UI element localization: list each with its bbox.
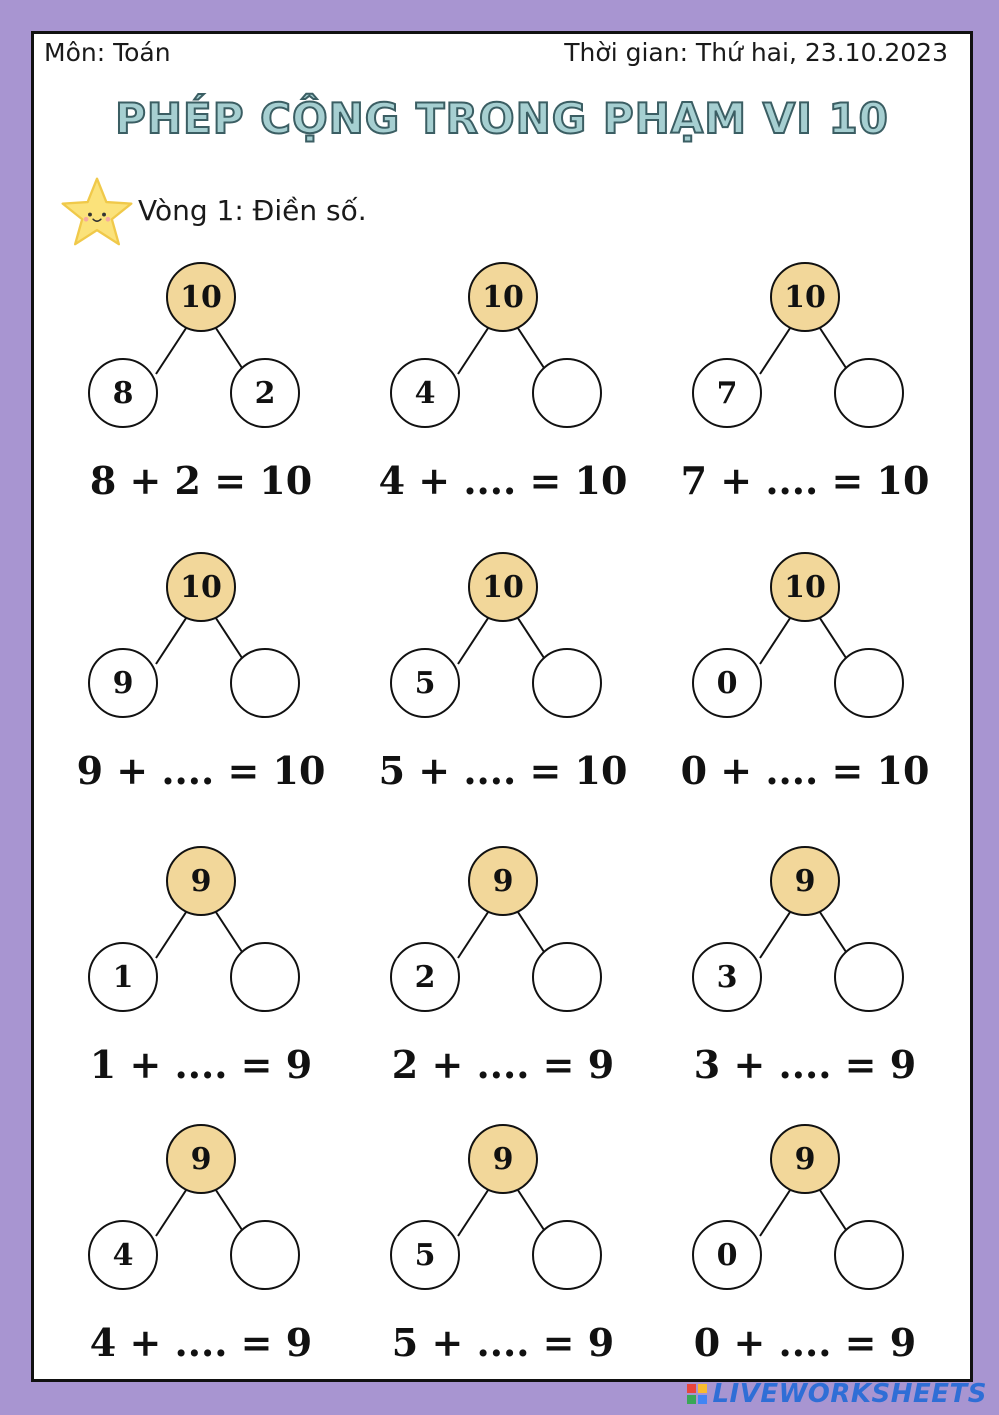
- part-bubble-right[interactable]: [834, 648, 904, 718]
- subject-label: Môn: Toán: [44, 38, 171, 67]
- part-bubble-right[interactable]: [532, 942, 602, 1012]
- total-bubble: 9: [770, 846, 840, 916]
- equation-text: 1 + .... = 9: [89, 1042, 313, 1087]
- number-bond-problem: [680, 262, 930, 532]
- part-bubble-left: 0: [692, 1220, 762, 1290]
- number-bond-problem: [378, 262, 628, 532]
- equation-text: 4 + .... = 10: [378, 458, 628, 503]
- liveworksheets-watermark: [686, 1379, 987, 1409]
- worksheet-page: [31, 31, 973, 1382]
- part-bubble-right[interactable]: [230, 942, 300, 1012]
- number-bond-problem: [86, 846, 316, 1116]
- part-bubble-left: 1: [88, 942, 158, 1012]
- total-bubble: 9: [770, 1124, 840, 1194]
- part-bubble-left: 9: [88, 648, 158, 718]
- part-bubble-right[interactable]: [834, 942, 904, 1012]
- equation-text: 3 + .... = 9: [693, 1042, 917, 1087]
- part-bubble-right: 2: [230, 358, 300, 428]
- star-icon: [58, 174, 136, 252]
- number-bond-problem: [690, 1124, 920, 1394]
- equation-text: 0 + .... = 10: [680, 748, 930, 793]
- instruction-text: Vòng 1: Điền số.: [138, 194, 367, 227]
- equation-text: 5 + .... = 10: [378, 748, 628, 793]
- part-bubble-left: 0: [692, 648, 762, 718]
- part-bubble-left: 5: [390, 648, 460, 718]
- part-bubble-right[interactable]: [834, 358, 904, 428]
- page-title: PHÉP CỘNG TRONG PHẠM VI 10: [115, 94, 889, 143]
- number-bond-problem: [378, 552, 628, 822]
- equation-text: 8 + 2 = 10: [89, 458, 313, 503]
- part-bubble-left: 5: [390, 1220, 460, 1290]
- part-bubble-left: 4: [88, 1220, 158, 1290]
- part-bubble-left: 3: [692, 942, 762, 1012]
- part-bubble-left: 8: [88, 358, 158, 428]
- equation-text: 5 + .... = 9: [391, 1320, 615, 1365]
- total-bubble: 9: [468, 1124, 538, 1194]
- total-bubble: 10: [166, 552, 236, 622]
- equation-text: 7 + .... = 10: [680, 458, 930, 503]
- number-bond-problem: [388, 846, 618, 1116]
- total-bubble: 10: [166, 262, 236, 332]
- part-bubble-right[interactable]: [532, 358, 602, 428]
- watermark-text: LIVEWORKSHEETS: [712, 1379, 987, 1409]
- equation-text: 2 + .... = 9: [391, 1042, 615, 1087]
- number-bond-problem: [680, 552, 930, 822]
- part-bubble-right[interactable]: [834, 1220, 904, 1290]
- equation-text: 4 + .... = 9: [89, 1320, 313, 1365]
- part-bubble-left: 2: [390, 942, 460, 1012]
- total-bubble: 10: [468, 262, 538, 332]
- equation-text: 9 + .... = 10: [76, 748, 326, 793]
- part-bubble-left: 7: [692, 358, 762, 428]
- equation-text: 0 + .... = 9: [693, 1320, 917, 1365]
- part-bubble-left: 4: [390, 358, 460, 428]
- liveworksheets-logo-icon: [686, 1383, 708, 1405]
- total-bubble: 10: [770, 552, 840, 622]
- total-bubble: 9: [166, 846, 236, 916]
- number-bond-problem: [86, 262, 316, 532]
- number-bond-problem: [76, 552, 326, 822]
- total-bubble: 9: [468, 846, 538, 916]
- part-bubble-right[interactable]: [532, 648, 602, 718]
- total-bubble: 10: [770, 262, 840, 332]
- number-bond-problem: [690, 846, 920, 1116]
- number-bond-problem: [86, 1124, 316, 1394]
- part-bubble-right[interactable]: [230, 1220, 300, 1290]
- date-label: Thời gian: Thứ hai, 23.10.2023: [564, 38, 948, 67]
- number-bond-problem: [388, 1124, 618, 1394]
- total-bubble: 9: [166, 1124, 236, 1194]
- part-bubble-right[interactable]: [532, 1220, 602, 1290]
- total-bubble: 10: [468, 552, 538, 622]
- part-bubble-right[interactable]: [230, 648, 300, 718]
